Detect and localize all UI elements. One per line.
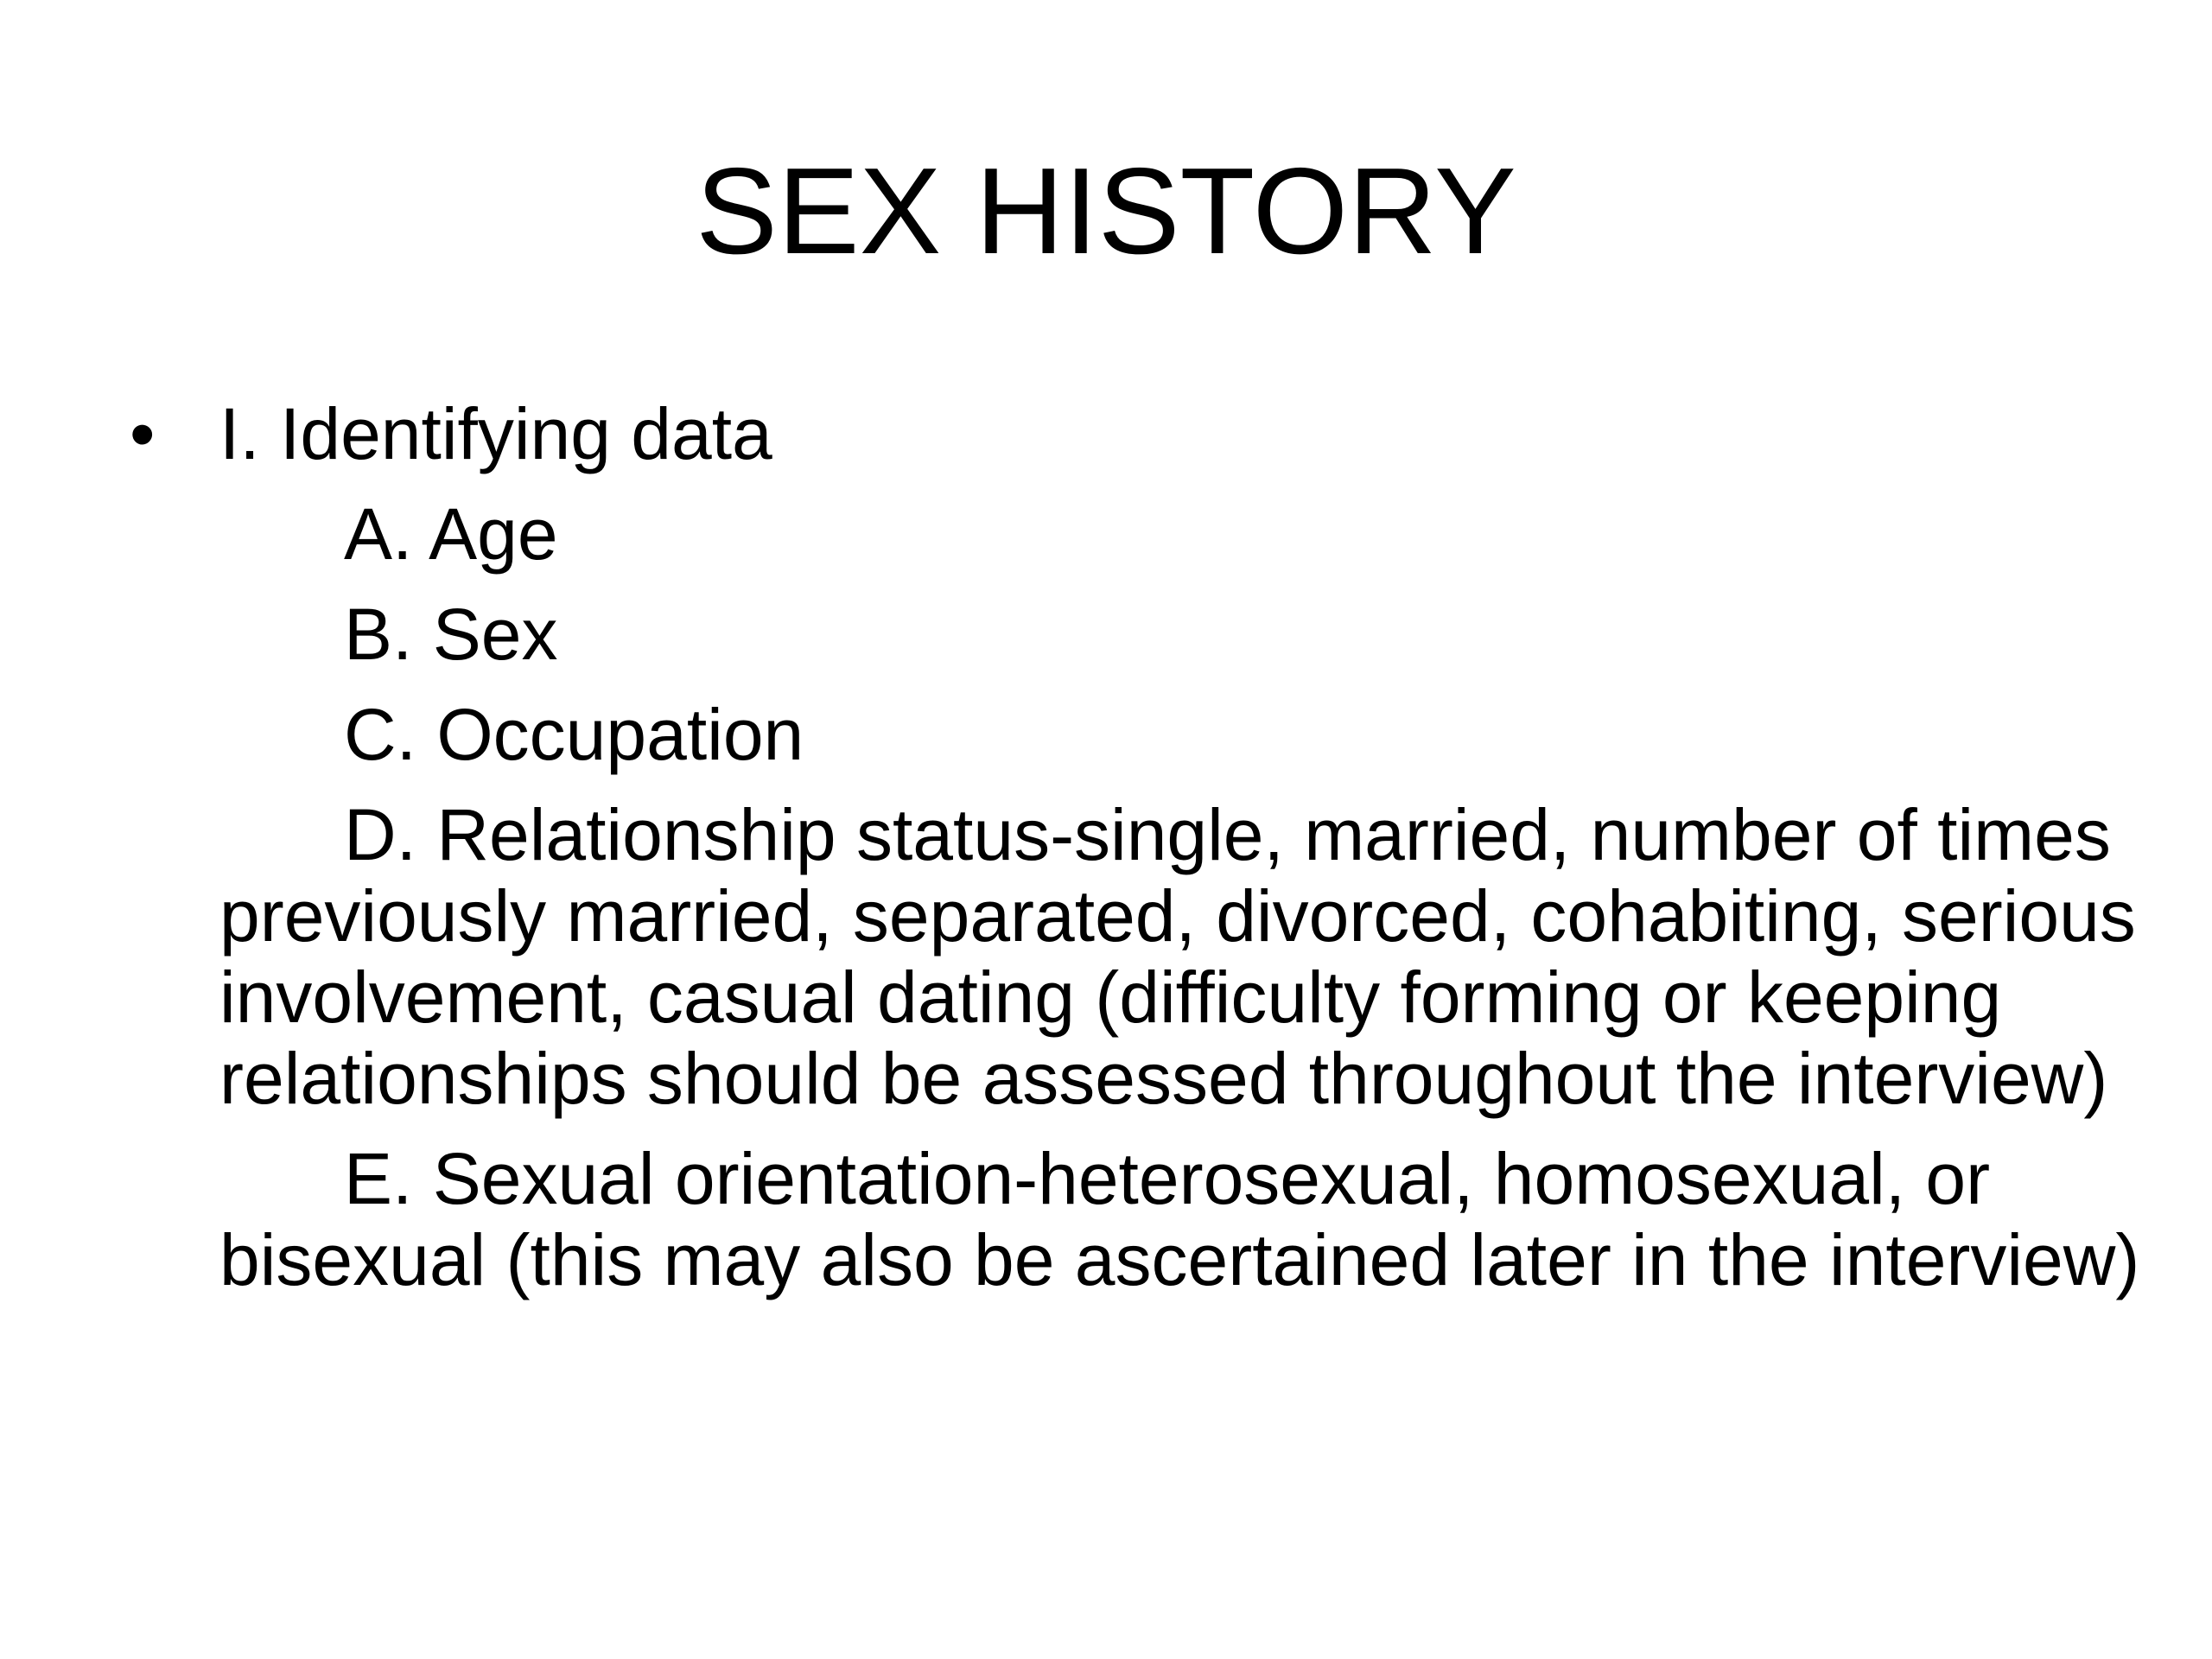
section-heading: I. Identifying data [219, 393, 772, 474]
sub-item-list [130, 493, 2140, 1300]
bullet-icon: • [130, 393, 156, 474]
slide-title: SEX HISTORY [696, 143, 1516, 280]
bullet-item-identifying-data [130, 393, 2082, 474]
sub-item-occupation: C. Occupation [344, 694, 804, 775]
sub-item-sexual-orientation: E. Sexual orientation-heterosexual, homosexual, or bisexual (this may also be ascertained later in the interview) [219, 1138, 2140, 1300]
sub-item-relationship-status: D. Relationship status-single, married, number of times previously married, separated, divorced, cohabiting, serious involvement, casual dating (difficulty forming or keeping relationships should be assessed throughout the interview) [219, 794, 2136, 1119]
sub-item-age: A. Age [344, 493, 558, 575]
slide-body [130, 393, 2140, 1319]
sub-item-sex: B. Sex [344, 594, 558, 675]
